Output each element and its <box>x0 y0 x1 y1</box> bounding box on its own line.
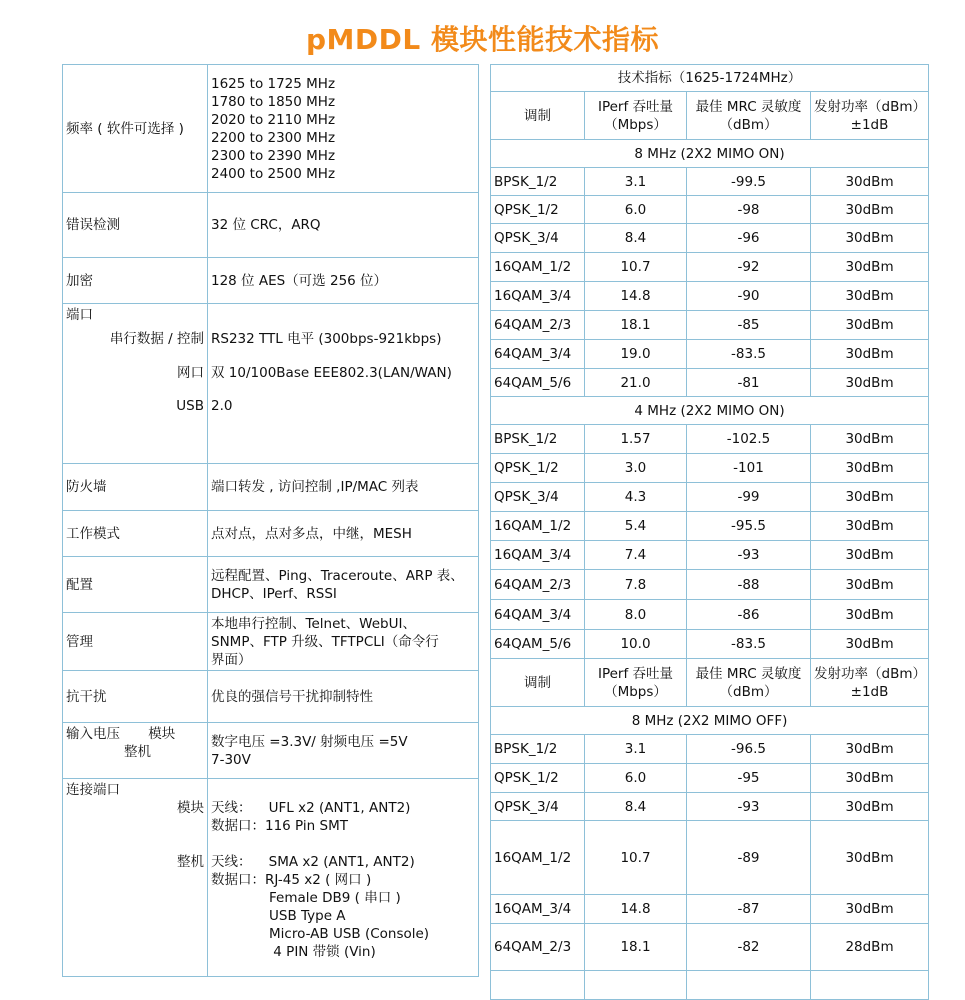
throughput-cell: 10.7 <box>585 253 687 282</box>
column-header-iperf-line: IPerf 吞吐量 <box>597 98 674 115</box>
table-row <box>491 541 929 570</box>
port-value: 2.0 <box>211 398 233 414</box>
spec-line: 天线： SMA x2 (ANT1, ANT2) <box>211 854 415 870</box>
sensitivity-cell: -82 <box>687 924 811 971</box>
throughput-cell: 14.8 <box>585 282 687 311</box>
spec-value <box>208 557 479 613</box>
column-header-power-line: 发射功率（dBm） <box>814 665 926 682</box>
sensitivity-cell: -102.5 <box>687 425 811 454</box>
voltage-labels <box>63 723 208 779</box>
table-row <box>491 483 929 512</box>
connector-labels <box>63 779 208 977</box>
spec-row-connectors <box>63 779 479 977</box>
sensitivity-cell: -85 <box>687 311 811 340</box>
spec-label: 工作模式 <box>63 511 208 557</box>
port-values <box>208 304 479 464</box>
column-header-power <box>811 92 929 140</box>
spec-row-mode <box>63 511 479 557</box>
spec-label: 配置 <box>63 557 208 613</box>
power-cell: 28dBm <box>811 924 929 971</box>
connector-sub-label: 模块 <box>177 800 204 816</box>
table-title: 技术指标（1625-1724MHz） <box>491 65 929 92</box>
spec-row-management <box>63 613 479 671</box>
modulation-cell: 16QAM_1/2 <box>491 512 585 541</box>
section-title: 8 MHz (2X2 MIMO ON) <box>491 140 929 168</box>
sensitivity-cell: -93 <box>687 793 811 821</box>
table-cell <box>687 971 811 1000</box>
table-row <box>491 821 929 895</box>
spec-label: 连接端口 <box>66 782 120 798</box>
table-row <box>491 369 929 397</box>
sensitivity-cell: -92 <box>687 253 811 282</box>
sensitivity-cell: -83.5 <box>687 340 811 369</box>
column-header-modulation: 调制 <box>491 659 585 707</box>
throughput-cell: 7.4 <box>585 541 687 570</box>
freq-value: 2020 to 2110 MHz <box>211 111 336 128</box>
power-cell: 30dBm <box>811 282 929 311</box>
table-row <box>491 454 929 483</box>
column-header-sensitivity-line: （dBm） <box>719 683 778 700</box>
spec-row-firewall <box>63 464 479 511</box>
port-sub-label: 串行数据 / 控制 <box>109 331 204 347</box>
sensitivity-cell: -98 <box>687 196 811 224</box>
modulation-cell: BPSK_1/2 <box>491 425 585 454</box>
port-sub-label: 网口 <box>177 365 204 381</box>
column-header-iperf <box>585 659 687 707</box>
table-row <box>491 895 929 924</box>
spec-label: 管理 <box>63 613 208 671</box>
modulation-cell: 16QAM_3/4 <box>491 895 585 924</box>
power-cell: 30dBm <box>811 895 929 924</box>
power-cell: 30dBm <box>811 196 929 224</box>
table-cell <box>811 971 929 1000</box>
port-labels <box>63 304 208 464</box>
spec-row-anti-interference <box>63 671 479 723</box>
spec-label: 输入电压 <box>66 726 120 742</box>
throughput-cell: 10.0 <box>585 630 687 659</box>
port-value: RS232 TTL 电平 (300bps-921kbps) <box>211 331 442 347</box>
modulation-cell: 64QAM_3/4 <box>491 340 585 369</box>
column-header-sensitivity <box>687 659 811 707</box>
throughput-cell: 8.0 <box>585 600 687 630</box>
sensitivity-cell: -86 <box>687 600 811 630</box>
spec-line: SNMP、FTP 升级、TFTPCLI（命令行 <box>211 633 439 650</box>
modulation-cell: 64QAM_2/3 <box>491 924 585 971</box>
modulation-cell: 64QAM_3/4 <box>491 600 585 630</box>
sensitivity-cell: -101 <box>687 454 811 483</box>
spec-value: 128 位 AES（可选 256 位） <box>208 258 479 304</box>
power-cell: 30dBm <box>811 821 929 895</box>
sensitivity-cell: -95 <box>687 764 811 793</box>
spec-value: 点对点，点对多点，中继，MESH <box>208 511 479 557</box>
column-header-sensitivity-line: （dBm） <box>719 116 778 133</box>
spec-line: 界面） <box>211 651 252 668</box>
throughput-cell: 4.3 <box>585 483 687 512</box>
power-cell: 30dBm <box>811 224 929 253</box>
modulation-cell: 64QAM_5/6 <box>491 630 585 659</box>
port-value: 双 10/100Base EEE802.3(LAN/WAN) <box>211 365 452 381</box>
freq-value: 2200 to 2300 MHz <box>211 129 336 146</box>
voltage-sub-label: 模块 <box>148 726 176 742</box>
freq-value: 1780 to 1850 MHz <box>211 93 336 110</box>
voltage-label-line <box>66 725 204 743</box>
port-sub-label: USB <box>176 398 204 414</box>
throughput-cell: 18.1 <box>585 311 687 340</box>
spec-label: 端口 <box>66 307 93 323</box>
modulation-cell: QPSK_1/2 <box>491 196 585 224</box>
column-header-sensitivity-line: 最佳 MRC 灵敏度 <box>695 665 802 682</box>
power-cell: 30dBm <box>811 311 929 340</box>
table-row <box>491 630 929 659</box>
spec-row-voltage <box>63 723 479 779</box>
spec-value: 优良的强信号干扰抑制特性 <box>208 671 479 723</box>
power-cell: 30dBm <box>811 369 929 397</box>
section-title-row <box>491 707 929 735</box>
spec-value: 32 位 CRC，ARQ <box>208 193 479 258</box>
table-cell <box>585 971 687 1000</box>
modulation-cell: 16QAM_1/2 <box>491 253 585 282</box>
column-header-row <box>491 92 929 140</box>
rf-spec-table <box>490 64 929 1000</box>
section-title-row <box>491 397 929 425</box>
sensitivity-cell: -87 <box>687 895 811 924</box>
section-title: 8 MHz (2X2 MIMO OFF) <box>491 707 929 735</box>
column-header-iperf-line: （Mbps） <box>604 683 667 700</box>
throughput-cell: 8.4 <box>585 224 687 253</box>
connector-sub-label: 整机 <box>177 854 204 870</box>
throughput-cell: 3.0 <box>585 454 687 483</box>
spec-label: 防火墙 <box>63 464 208 511</box>
sensitivity-cell: -95.5 <box>687 512 811 541</box>
power-cell: 30dBm <box>811 735 929 764</box>
freq-value: 2400 to 2500 MHz <box>211 165 336 182</box>
sensitivity-cell: -93 <box>687 541 811 570</box>
table-row <box>491 253 929 282</box>
throughput-cell: 19.0 <box>585 340 687 369</box>
modulation-cell: 64QAM_2/3 <box>491 570 585 600</box>
spec-line: Micro-AB USB (Console) <box>269 926 430 942</box>
modulation-cell: 16QAM_3/4 <box>491 541 585 570</box>
column-header-iperf <box>585 92 687 140</box>
throughput-cell: 6.0 <box>585 764 687 793</box>
table-row <box>491 168 929 196</box>
throughput-cell: 10.7 <box>585 821 687 895</box>
table-row <box>491 311 929 340</box>
sensitivity-cell: -99 <box>687 483 811 512</box>
table-row <box>491 793 929 821</box>
sensitivity-cell: -89 <box>687 821 811 895</box>
table-title-row <box>491 65 929 92</box>
power-cell: 30dBm <box>811 764 929 793</box>
column-header-power-line: ±1dB <box>850 116 889 133</box>
power-cell: 30dBm <box>811 793 929 821</box>
modulation-cell: BPSK_1/2 <box>491 735 585 764</box>
throughput-cell: 7.8 <box>585 570 687 600</box>
modulation-cell: QPSK_3/4 <box>491 224 585 253</box>
table-row <box>491 924 929 971</box>
throughput-cell: 21.0 <box>585 369 687 397</box>
throughput-cell: 14.8 <box>585 895 687 924</box>
spec-line: 数据口：116 Pin SMT <box>211 818 348 834</box>
spec-value <box>208 613 479 671</box>
sensitivity-cell: -96.5 <box>687 735 811 764</box>
spec-line: DHCP、IPerf、RSSI <box>211 585 337 602</box>
power-cell: 30dBm <box>811 600 929 630</box>
voltage-values <box>208 723 479 779</box>
table-row <box>491 224 929 253</box>
table-row <box>491 764 929 793</box>
spec-line: Female DB9 ( 串口 ) <box>269 890 401 906</box>
modulation-cell: QPSK_1/2 <box>491 764 585 793</box>
column-header-power-line: ±1dB <box>850 683 889 700</box>
general-spec-table <box>62 64 479 977</box>
modulation-cell: BPSK_1/2 <box>491 168 585 196</box>
spec-row-error <box>63 193 479 258</box>
column-header-power-line: 发射功率（dBm） <box>814 98 926 115</box>
power-cell: 30dBm <box>811 541 929 570</box>
spec-line: 远程配置、Ping、Traceroute、ARP 表、 <box>211 567 464 584</box>
table-row <box>491 340 929 369</box>
sensitivity-cell: -88 <box>687 570 811 600</box>
spec-row-frequency <box>63 65 479 193</box>
modulation-cell: QPSK_1/2 <box>491 454 585 483</box>
page-title: pMDDL 模块性能技术指标 <box>306 23 659 56</box>
power-cell: 30dBm <box>811 340 929 369</box>
table-row <box>491 570 929 600</box>
throughput-cell: 8.4 <box>585 793 687 821</box>
table-row <box>491 425 929 454</box>
table-row <box>491 196 929 224</box>
table-row <box>491 735 929 764</box>
spec-row-ports <box>63 304 479 464</box>
modulation-cell: QPSK_3/4 <box>491 793 585 821</box>
sensitivity-cell: -90 <box>687 282 811 311</box>
power-cell: 30dBm <box>811 512 929 541</box>
sensitivity-cell: -83.5 <box>687 630 811 659</box>
section-title-row <box>491 140 929 168</box>
table-row <box>491 971 929 1000</box>
column-header-sensitivity-line: 最佳 MRC 灵敏度 <box>695 98 802 115</box>
throughput-cell: 3.1 <box>585 735 687 764</box>
spec-row-encryption <box>63 258 479 304</box>
table-row <box>491 600 929 630</box>
sensitivity-cell: -99.5 <box>687 168 811 196</box>
modulation-cell: 64QAM_2/3 <box>491 311 585 340</box>
column-header-modulation: 调制 <box>491 92 585 140</box>
power-cell: 30dBm <box>811 253 929 282</box>
table-row <box>491 512 929 541</box>
column-header-iperf-line: IPerf 吞吐量 <box>597 665 674 682</box>
power-cell: 30dBm <box>811 425 929 454</box>
spec-label: 错误检测 <box>63 193 208 258</box>
spec-line: USB Type A <box>269 908 346 924</box>
table-cell <box>491 971 585 1000</box>
modulation-cell: QPSK_3/4 <box>491 483 585 512</box>
spec-row-config <box>63 557 479 613</box>
spec-label: 加密 <box>63 258 208 304</box>
spec-label: 抗干扰 <box>63 671 208 723</box>
table-row <box>491 282 929 311</box>
power-cell: 30dBm <box>811 630 929 659</box>
voltage-sub-label: 整机 <box>124 744 151 760</box>
connector-values <box>208 779 479 977</box>
power-cell: 30dBm <box>811 454 929 483</box>
spec-label: 频率 ( 软件可选择 ) <box>63 65 208 193</box>
throughput-cell: 1.57 <box>585 425 687 454</box>
spec-value: 端口转发 , 访问控制 ,IP/MAC 列表 <box>208 464 479 511</box>
modulation-cell: 64QAM_5/6 <box>491 369 585 397</box>
spec-line: 4 PIN 带锁 (Vin) <box>269 944 376 960</box>
freq-value: 2300 to 2390 MHz <box>211 147 336 164</box>
power-cell: 30dBm <box>811 168 929 196</box>
throughput-cell: 3.1 <box>585 168 687 196</box>
freq-values <box>208 65 479 193</box>
column-header-sensitivity <box>687 92 811 140</box>
sensitivity-cell: -96 <box>687 224 811 253</box>
modulation-cell: 16QAM_3/4 <box>491 282 585 311</box>
spec-line: 7-30V <box>211 752 251 768</box>
power-cell: 30dBm <box>811 570 929 600</box>
spec-line: 天线： UFL x2 (ANT1, ANT2) <box>211 800 411 816</box>
throughput-cell: 5.4 <box>585 512 687 541</box>
freq-value: 1625 to 1725 MHz <box>211 75 336 92</box>
sensitivity-cell: -81 <box>687 369 811 397</box>
column-header-row <box>491 659 929 707</box>
throughput-cell: 6.0 <box>585 196 687 224</box>
power-cell: 30dBm <box>811 483 929 512</box>
throughput-cell: 18.1 <box>585 924 687 971</box>
spec-line: 数字电压 =3.3V/ 射频电压 =5V <box>211 734 408 750</box>
column-header-iperf-line: （Mbps） <box>604 116 667 133</box>
section-title: 4 MHz (2X2 MIMO ON) <box>491 397 929 425</box>
column-header-power <box>811 659 929 707</box>
spec-line: 本地串行控制、Telnet、WebUI、 <box>211 615 416 632</box>
spec-line: 数据口：RJ-45 x2 ( 网口 ) <box>211 872 372 888</box>
modulation-cell: 16QAM_1/2 <box>491 821 585 895</box>
